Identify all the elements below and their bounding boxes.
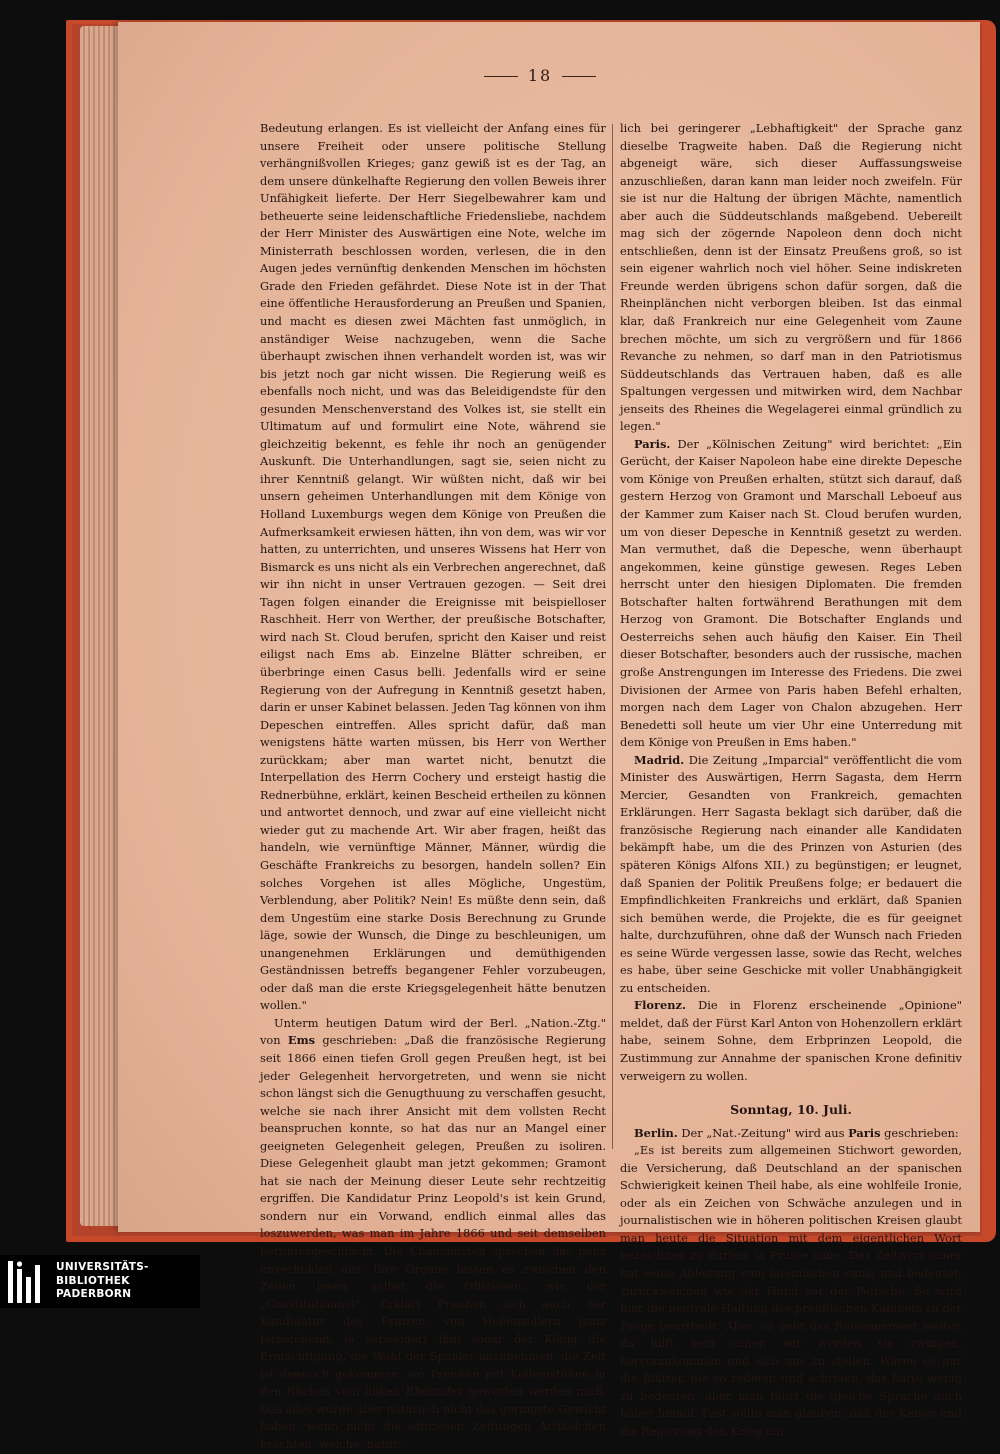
column-divider [612,124,613,1149]
paragraph-text: geschrieben: [884,1125,959,1140]
text-column-left [260,120,606,1454]
paragraph: „Es ist bereits zum allgemeinen Stichwort geworden, die Versicherung, daß Deutschland an der spanischen Schwierigkeit keinen Theil habe, als eine wohlfeile Ironie, oder als ein Zeichen von Schwäche anzulegen und in journalistischen wie in höheren politischen Kreisen glaubt man heute die Situation mit dem eigentlichen Wort bezeichnen zu dürfen: la Prusse cane. Das Zeitwort caner hat seine Ableitung vom lateinischen canis und bedeutet: zurückweichen wie der Hund vor der Peitsche. So wird hier die neutrale Haltung des preußischen Kabinets zu der Frage beurtheilt. Aber, so geht das Raisonnement weiter, da hilft kein caner, wir werden sie zwingen, hervorzukommen und sich uns zu stellen. Wären es nur die Blätter, die so redeten und schrieen, das hätte wenig zu bedeuten, aber man führt die gleiche Sprache auch höher hinauf. Fast sollte man glauben, daß der Kaiser und die Regierung den Krieg um [620,1143,962,1438]
page-header [440,66,640,85]
dateline-place: Paris. [634,436,671,451]
paragraph: lich bei geringerer „Lebhaftigkeit" der Sprache ganz dieselbe Tragweite haben. Daß die Regierung nicht abgeneigt wäre, sich dieser Auffassungsweise anzuschließen, daran kann man leider noch zweifeln. Für sie ist nur die Haltung der übrigen Mächte, namentlich aber auch die Süddeutschlands maßgebend. Uebereilt mag sich der zögernde Napoleon denn doch nicht entschließen, denn ist der Einsatz Preußens groß, so ist sein eigener wahrlich noch viel höher. Seine indiskreten Freunde werden übrigens schon dafür sorgen, daß die Rheinplänchen nicht verborgen bleiben. Ist das einmal klar, daß Frankreich nur eine Gelegenheit vom Zaune brechen möchte, um sich zu vergrößern und für 1866 Revanche zu nehmen, so darf man in den Patriotismus Süddeutschlands das Vertrauen haben, daß es alle Spaltungen vergessen und mitwirken wird, dem Nachbar jenseits des Rheines die Wegelagerei einmal gründlich zu legen." [620,121,962,434]
header-rule-right [562,76,596,77]
paragraph-text: Die Zeitung „Imparcial" veröffentlicht die vom Minister des Auswärtigen, Herrn Sagasta, dem Herrn Mercier, Gesandten von Frankreich, gemachten Erklärungen. Herr Sagasta beklagt sich darüber, daß die französische Regierung nach einander alle Kandidaten bekämpft habe, um die des Prinzen von Asturien (des späteren Königs Alfons XII.) zu begünstigen; er leugnet, daß Spanien der Politik Preußens folge; er bedauert die Empfindlichkeiten Frankreichs und erklärt, daß Spanien sich bemühen werde, die Projekte, die es für geeignet halte, durchzuführen, ohne daß der Wunsch nach Frieden es seine Würde vergessen lasse, sowie das Recht, welches es habe, über seine Geschicke mit voller Unabhängigkeit zu entscheiden. [620,752,962,995]
paragraph [260,1015,606,1454]
paragraph [620,997,962,1085]
paragraph-text: Der „Kölnischen Zeitung" wird berichtet: „Ein Gerücht, der Kaiser Napoleon habe eine direkte Depesche vom Könige von Preußen erhalten, stützt sich darauf, daß gestern Herzog von Gramont und Marschall Leboeuf aus der Kammer zum Kaiser nach St. Cloud berufen wurden, um von dieser Depesche in Kenntniß gesetzt zu werden. Man vermuthet, daß die Depesche, wenn überhaupt angekommen, keine günstige gewesen. Reges Leben herrscht unter den hiesigen Diplomaten. Die fremden Botschafter halten fortwährend Berathungen mit dem Herzog von Gramont. Die Botschafter Englands und Oesterreichs sehen auch häufig den Kaiser. Ein Theil dieser Botschafter, besonders auch der russische, machen große Anstrengungen im Interesse des Friedens. Die zwei Divisionen der Armee von Paris haben Befehl erhalten, morgen nach dem Lager von Chalon abzugehen. Herr Benedetti soll heute um vier Uhr eine Unterredung mit dem Könige von Preußen in Ems haben." [620,436,962,750]
text-column-right [620,120,962,1440]
library-logo [0,1255,200,1308]
paragraph [620,436,962,752]
logo-line: PADERBORN [56,1288,132,1300]
library-logo-icon [6,1259,46,1305]
paragraph-lead: Unterm heutigen Datum wird der Berl. „Nation.-Ztg." von [260,1015,606,1048]
dateline-place: Madrid. [634,752,685,767]
paragraph [620,1125,962,1143]
paragraph: Bedeutung erlangen. Es ist vielleicht der Anfang eines für unsere Freiheit oder unsere politische Stellung verhängnißvollen Krieges; ganz gewiß ist es der Tag, an dem unsere dünkelhafte Regierung den vollen Beweis ihrer Unfähigkeit lieferte. Der Herr Siegelbewahrer kam und betheuerte seine leidenschaftliche Friedensliebe, nachdem der Herr Minister des Auswärtigen eine Note, welche im Ministerrath beschlossen worden, verlesen, die in den Augen jedes vernünftig denkenden Menschen im höchsten Grade den Frieden gefährdet. Diese Note ist in der That eine öffentliche Herausforderung an Preußen und Spanien, und macht es diesen zwei Mächten fast unmöglich, in anständiger Weise nachzugeben, wenn die Sache überhaupt zwischen ihnen verhandelt worden ist, was wir bis jetzt noch gar nicht wissen. Die Regierung weiß es ebenfalls noch nicht, und was das Beleidigendste für den gesunden Menschenverstand des Volkes ist, sie stellt ein Ultimatum auf und formulirt eine Note, während sie gleichzeitig bekennt, es fehle ihr noch an genügender Auskunft. Die Unterhandlungen, sagt sie, seien nicht zu ihrer Kenntniß gelangt. Wir wüßten nicht, daß wir bei unsern geheimen Unterhandlungen mit dem Könige von Holland Luxemburgs wegen dem Könige von Preußen die Aufmerksamkeit erwiesen hätten, ihn von dem, was wir vor hatten, zu unterrichten, und unseres Wissens hat Herr von Bismarck es uns nicht als ein Verbrechen angerechnet, daß wir ihn nicht in unser Vertrauen gezogen. — Seit drei Tagen folgen einander die Ereignisse mit beispielloser Raschheit. Herr von Werther, der preußische Botschafter, wird nach St. Cloud berufen, spricht den Kaiser und reist eiligst nach Ems ab. Einzelne Blätter schreiben, er überbringe einen Casus belli. Jedenfalls wird er seine Regierung von der Aufregung in Kenntniß gesetzt haben, darin er unser Kabinet belassen. Jeden Tag können von ihm Depeschen eintreffen. Alles spricht dafür, daß man wenigstens hätte warten müssen, bis Herr von Werther zurückkam; aber man wartet nicht, benutzt die Interpellation des Herrn Cochery und ersteigt hastig die Rednerbühne, erklärt, keinen Bescheid ertheilen zu können und antwortet dennoch, und zwar auf eine vielleicht nicht wieder gut zu machende Art. Wir aber fragen, heißt das handeln, wie vernünftige Männer, Männer, würdig die Geschäfte Frankreichs zu besorgen, handeln sollen? Ein solches Vorgehen ist alles Mögliche, Ungestüm, Verblendung, aber Politik? Nein! Es müßte denn sein, daß dem Ungestüm eine starke Dosis Berechnung zu Grunde läge, sowie der Wunsch, die Dinge zu beschleunigen, um unangenehmen Erklärungen und demüthigenden Geständnissen betreffs begangener Fehler vorzubeugen, oder daß man die erste Kriegsgelegenheit hätte benutzen wollen." [260,121,606,1013]
library-logo-text [56,1261,149,1302]
date-heading: Sonntag, 10. Juli. [730,1102,852,1118]
dateline-place: Florenz. [634,998,686,1013]
paragraph-text: geschrieben: „Daß die französische Regierung seit 1866 einen tiefen Groll gegen Preußen hegt, ist bei jeder Gelegenheit hervorgetreten, und wenn sie nicht schon längst sich die Genugthuung zu verschaffen gesucht, welche sie nach ihrer Ansicht mit dem vollsten Recht beanspruchen konnte, so hat das nur an Mangel einer geeigneten Gelegenheit gelegen, Preußen zu isoliren. Diese Gelegenheit glaubt man jetzt gekommen; Gramont hat sie nach der Meinung dieser Leute sehr rechtzeitig ergriffen. Die Kandidatur Prinz Leopold's ist kein Grund, sondern nur ein Vorwand, endlich einmal alles das loszuwerden, was man im Jahre 1866 und seit demselben heruntergeschluckt. Die Chauvinisten sprechen das ganz unverhohlen aus; ihre Organe lassen es zwischen den Zeilen lesen, selbst die Offiziösen, wie der „Constitutionnel". Erklärt Preußen sich auch der Kandidatur des Prinzen von Hohenzollern ganz fernstehend, ja verweigert ihm sogar der König die Ermächtigung, die Wahl der Spanier anzunehmen, die Zeit ist dennoch gekommen, wo Preußen mit Kolbenstößen in den Rücken vom linken Rheinufer geworfen werden muß. Das alles würde aber natürlich nicht das geringste Gewicht haben, wenn nicht die offiziösen Zeitungen Artikelchen brächten, welche, natür- [260,1033,607,1452]
paragraph-text: Die in Florenz erscheinende „Opinione" meldet, daß der Fürst Karl Anton von Hohenzollern erklärt habe, seinem Sohne, dem Erbprinzen Leopold, die Zustimmung zur Annahme der spanischen Krone definitiv verweigern zu wollen. [620,998,962,1083]
dateline-place: Paris [848,1125,881,1140]
logo-line: UNIVERSITÄTS- [56,1261,149,1273]
dateline-place: Ems [287,1033,316,1048]
paragraph [620,752,962,998]
dateline-place: Berlin. [634,1125,678,1140]
page-number: 18 [527,66,553,85]
paragraph-text: Der „Nat.-Zeitung" wird aus [681,1125,845,1140]
header-rule-left [484,76,518,77]
logo-line: BIBLIOTHEK [56,1274,130,1287]
